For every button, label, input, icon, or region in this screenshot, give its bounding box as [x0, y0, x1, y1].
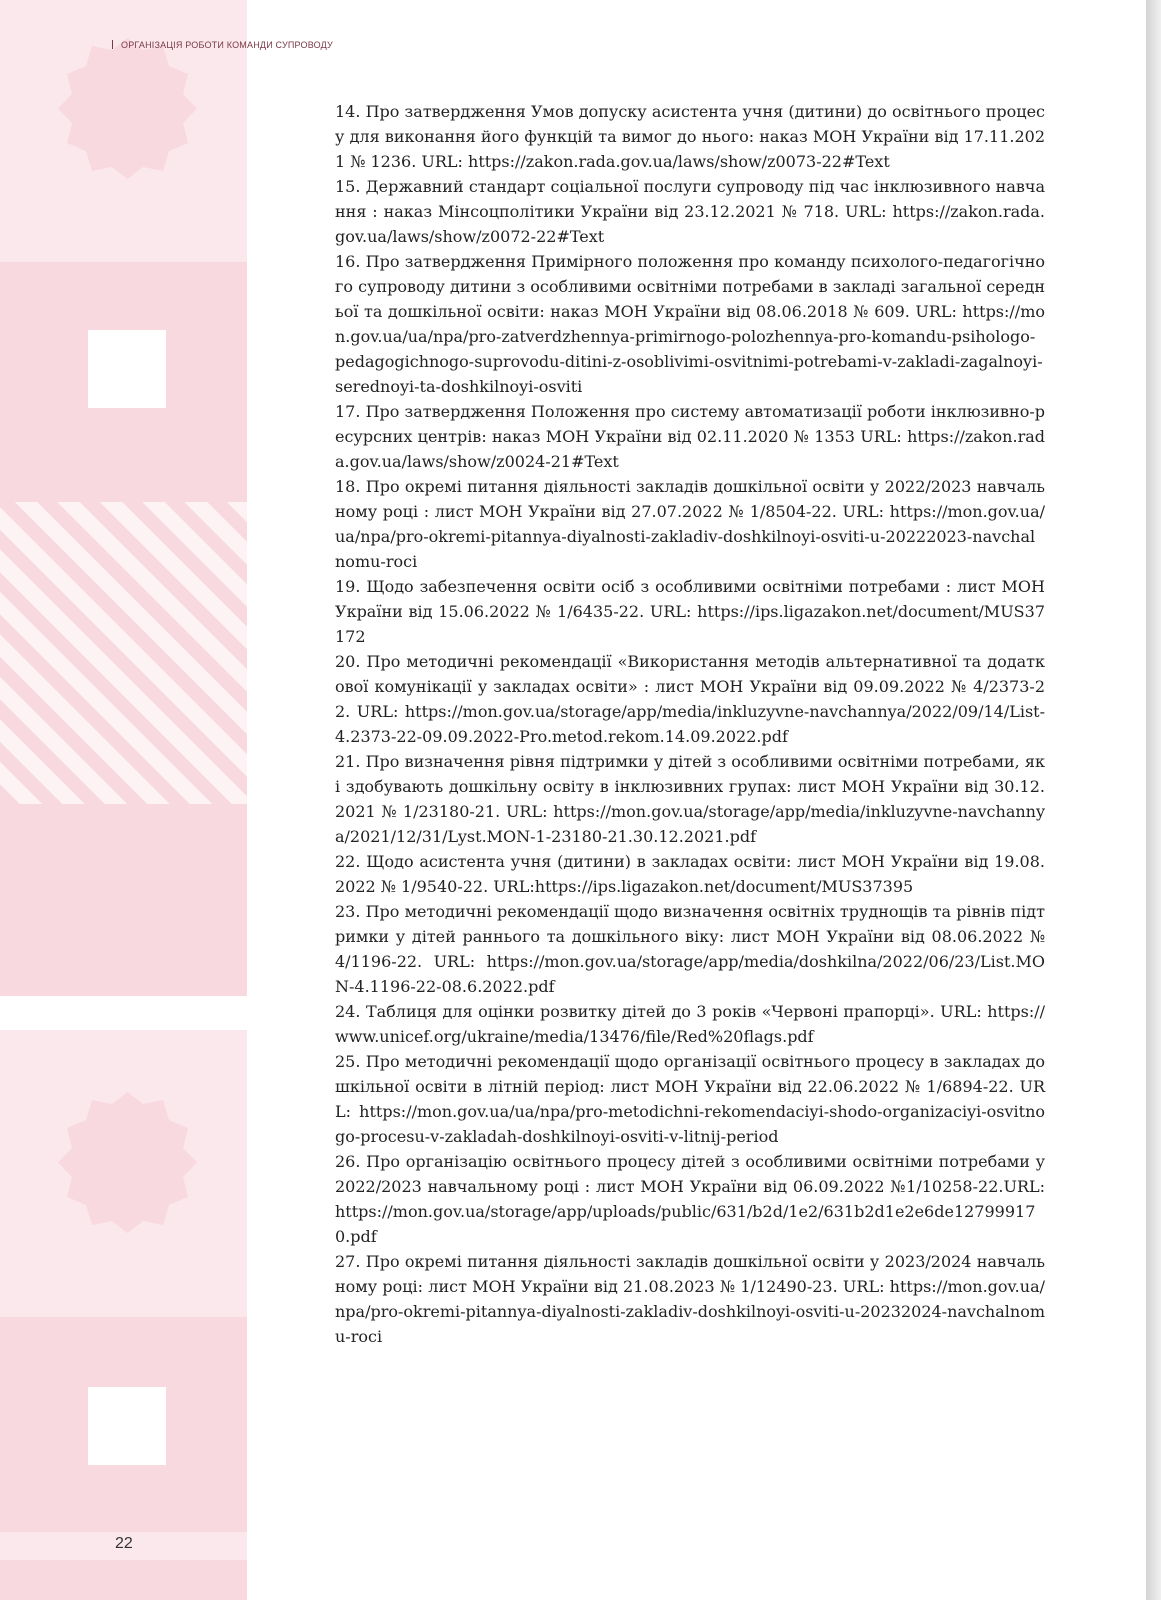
reference-list — [335, 99, 1045, 1349]
running-head-divider — [112, 40, 113, 49]
decorative-side-panel — [0, 0, 247, 1600]
pink-square-block-1 — [0, 262, 247, 502]
reference-item: 19. Щодо забезпечення освіти осіб з особливими освітніми потребами : лист МОН України від 15.06.2022 № 1/6435-22. URL: https://ips.ligazakon.net/document/MUS37172 — [335, 577, 1045, 646]
page-edge-shadow — [1146, 0, 1161, 1600]
white-inner-square-1 — [88, 330, 166, 408]
white-gap-block — [0, 996, 247, 1030]
running-head — [112, 40, 333, 50]
running-head-text: ОРГАНІЗАЦІЯ РОБОТИ КОМАНДИ СУПРОВОДУ — [121, 40, 333, 50]
reference-item: 24. Таблиця для оцінки розвитку дітей до 3 років «Червоні прапорці». URL: https://www.unicef.org/ukraine/media/13476/file/Red%20flags.pdf — [335, 1002, 1045, 1046]
reference-item: 17. Про затвердження Положення про систему автоматизації роботи інклюзивно-ресурсних центрів: наказ МОН України від 02.11.2020 № 1353 URL: https://zakon.rada.gov.ua/laws/show/z0024-21#Text — [335, 402, 1045, 471]
reference-item: 20. Про методичні рекомендації «Використання методів альтернативної та додаткової комунікації у закладах освіти» : лист МОН України від 09.09.2022 № 4/2373-22. URL: https://mon.gov.ua/storage/app/media/inkluzyvne-navchannya/2022/09/14/List-4.2373-22-09.09.2022-Pro.metod.rekom.14.09.2022.pdf — [335, 652, 1045, 746]
reference-item: 16. Про затвердження Примірного положення про команду психолого-педагогічного супроводу дитини з особливими освітніми потребами в закладі загальної середньої та дошкільної освіти: наказ МОН України від 08.06.2018 № 609. URL: https://mon.gov.ua/ua/npa/pro-zatverdzhennya-primirnogo-polozhennya-pro-komandu-psihologo-pedagogichnogo-suprovodu-ditini-z-osoblivimi-osvitnimi-potrebami-v-zakladi-zagalnoyi-serednoyi-ta-doshkilnoyi-osviti — [335, 252, 1045, 396]
reference-item: 27. Про окремі питання діяльності закладів дошкільної освіти у 2023/2024 навчальному році: лист МОН України від 21.08.2023 № 1/12490-23. URL: https://mon.gov.ua/npa/pro-okremi-pitannya-diyalnosti-zakladiv-doshkilnoyi-osviti-u-20232024-navchalnomu-roci — [335, 1252, 1045, 1346]
reference-item: 22. Щодо асистента учня (дитини) в закладах освіти: лист МОН України від 19.08.2022 № 1/9540-22. URL:https://ips.ligazakon.net/document/MUS37395 — [335, 852, 1045, 896]
reference-item: 18. Про окремі питання діяльності закладів дошкільної освіти у 2022/2023 навчальному році : лист МОН України від 27.07.2022 № 1/8504-22. URL: https://mon.gov.ua/ua/npa/pro-okremi-pitannya-diyalnosti-zakladiv-doshkilnoyi-osviti-u-20222023-navchalnomu-roci — [335, 477, 1045, 571]
pink-block-2 — [0, 804, 247, 996]
striped-block — [0, 502, 247, 804]
scalloped-badge-top — [55, 36, 200, 181]
reference-item: 21. Про визначення рівня підтримки у дітей з особливими освітніми потребами, які здобувають дошкільну освіту в інклюзивних групах: лист МОН України від 30.12.2021 № 1/23180-21. URL: https://mon.gov.ua/storage/app/media/inkluzyvne-navchannya/2021/12/31/Lyst.MON-1-23180-21.30.12.2021.pdf — [335, 752, 1045, 846]
reference-item: 14. Про затвердження Умов допуску асистента учня (дитини) до освітнього процесу для виконання його функцій та вимог до нього: наказ МОН України від 17.11.2021 № 1236. URL: https://zakon.rada.gov.ua/laws/show/z0073-22#Text — [335, 102, 1045, 171]
pink-square-block-3 — [0, 1317, 247, 1532]
scalloped-badge-bottom — [55, 1090, 200, 1235]
page-number: 22 — [115, 1535, 133, 1552]
reference-item: 25. Про методичні рекомендації щодо організації освітнього процесу в закладах дошкільної освіти в літній період: лист МОН України від 22.06.2022 № 1/6894-22. URL: https://mon.gov.ua/ua/npa/pro-metodichni-rekomendaciyi-shodo-organizaciyi-osvitnogo-procesu-v-zakladah-doshkilnoyi-osviti-v-litnij-period — [335, 1052, 1045, 1146]
reference-item: 23. Про методичні рекомендації щодо визначення освітніх труднощів та рівнів підтримки у дітей раннього та дошкільного віку: лист МОН України від 08.06.2022 № 4/1196-22. URL: https://mon.gov.ua/storage/app/media/doshkilna/2022/06/23/List.MON-4.1196-22-08.6.2022.pdf — [335, 902, 1045, 996]
reference-item: 15. Державний стандарт соціальної послуги супроводу під час інклюзивного навчання : наказ Мінсоцполітики України від 23.12.2021 № 718. URL: https://zakon.rada.gov.ua/laws/show/z0072-22#Text — [335, 177, 1045, 246]
pink-block-4 — [0, 1560, 247, 1600]
reference-item: 26. Про організацію освітнього процесу дітей з особливими освітніми потребами у 2022/2023 навчальному році : лист МОН України від 06.09.2022 №1/10258-22.URL: https://mon.gov.ua/storage/app/uploads/public/631/b2d/1e2/631b2d1e2e6de127999170.pdf — [335, 1152, 1045, 1246]
white-inner-square-2 — [88, 1387, 166, 1465]
